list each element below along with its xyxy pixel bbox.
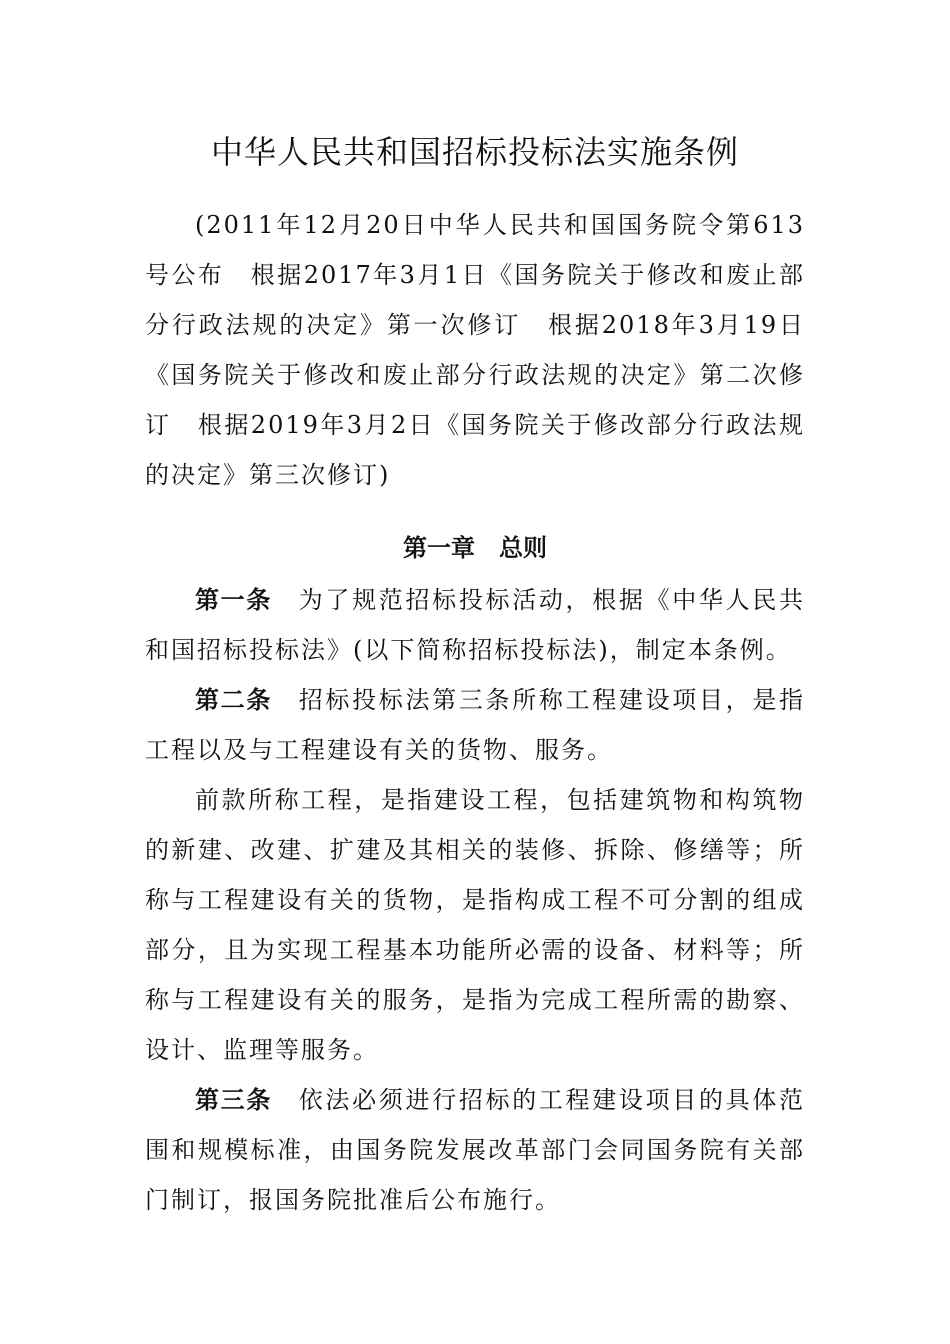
article-3-text: 依法必须进行招标的工程建设项目的具体范围和规模标准，由国务院发展改革部门会同国务院有关部门制订，报国务院批准后公布施行。 — [145, 1086, 806, 1214]
article-2-paragraph-2: 前款所称工程，是指建设工程，包括建筑物和构筑物的新建、改建、扩建及其相关的装修、拆除、修缮等；所称与工程建设有关的货物，是指构成工程不可分割的组成部分，且为实现工程基本功能所必需的设备、材料等；所称与工程建设有关的服务，是指为完成工程所需的勘察、设计、监理等服务。 — [145, 786, 805, 1064]
article-2-label: 第二条 — [195, 686, 273, 714]
article-3 — [145, 1075, 805, 1225]
article-3-label: 第三条 — [195, 1086, 273, 1114]
article-1 — [145, 575, 805, 675]
chapter-heading: 第一章 总则 — [403, 534, 547, 562]
preamble-paragraph: (2011年12月20日中华人民共和国国务院令第613号公布 根据2017年3月1日《国务院关于修改和废止部分行政法规的决定》第一次修订 根据2018年3月19日《国务院关于修改和废止部分行政法规的决定》第二次修订 根据2019年3月2日《国务院关于修改部分行政法规的决定》第三次修订) — [145, 211, 805, 489]
document-title: 中华人民共和国招标投标法实施条例 — [210, 133, 739, 171]
article-2 — [145, 675, 805, 775]
article-1-text: 为了规范招标投标活动，根据《中华人民共和国招标投标法》(以下简称招标投标法)，制定本条例。 — [145, 586, 806, 664]
article-1-label: 第一条 — [195, 586, 273, 614]
article-2-text: 招标投标法第三条所称工程建设项目，是指工程以及与工程建设有关的货物、服务。 — [145, 686, 806, 764]
